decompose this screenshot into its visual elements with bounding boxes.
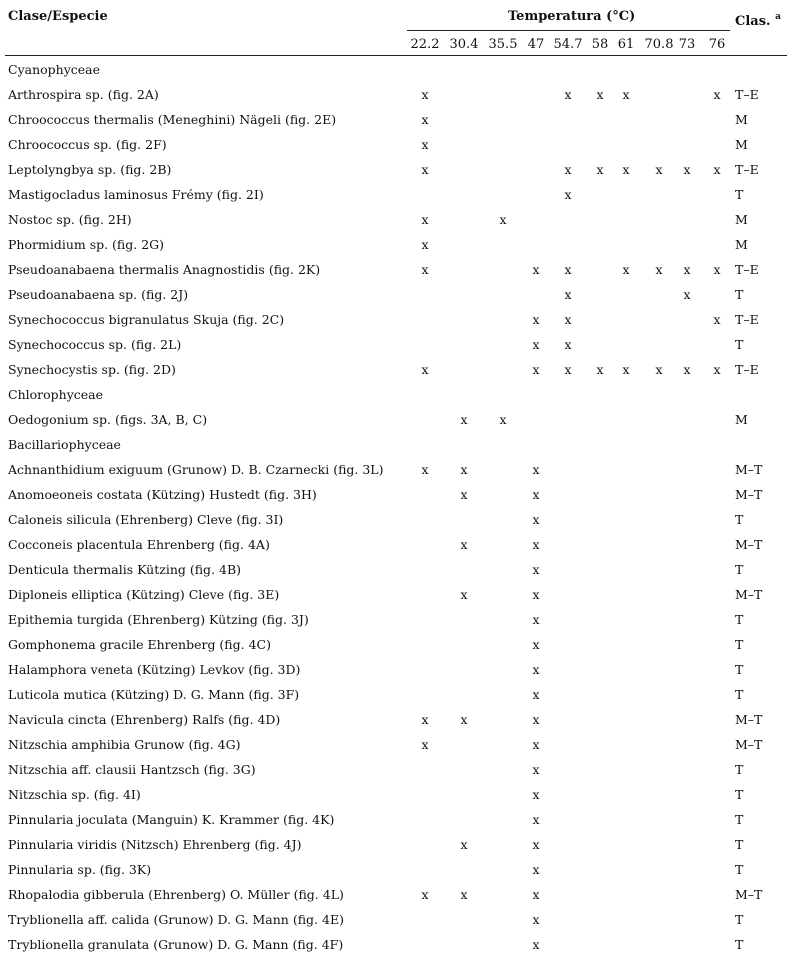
species-name: Oedogonium sp. (figs. 3A, B, C) — [8, 412, 208, 427]
table-row — [0, 307, 792, 332]
table-row — [0, 707, 792, 732]
species-name: Nitzschia sp. (fig. 4I) — [8, 787, 141, 802]
table-row — [0, 132, 792, 157]
table-row — [0, 807, 792, 832]
presence-mark: x — [564, 287, 572, 302]
classification-value: T–E — [735, 312, 759, 327]
table-row — [0, 157, 792, 182]
classification-value: T — [735, 562, 744, 577]
classification-value: M — [735, 212, 748, 227]
presence-mark: x — [532, 812, 540, 827]
presence-mark: x — [564, 87, 572, 102]
presence-mark: x — [421, 87, 429, 102]
presence-mark: x — [460, 887, 468, 902]
table-row — [0, 282, 792, 307]
presence-mark: x — [564, 362, 572, 377]
class-footnote-marker: a — [775, 12, 781, 22]
classification-value: M–T — [735, 887, 763, 902]
classification-value: T — [735, 612, 744, 627]
table-row — [0, 582, 792, 607]
presence-mark: x — [683, 287, 691, 302]
classification-value: M–T — [735, 537, 763, 552]
presence-mark: x — [683, 262, 691, 277]
species-name: Pinnularia sp. (fig. 3K) — [8, 862, 152, 877]
presence-mark: x — [532, 562, 540, 577]
presence-mark: x — [564, 162, 572, 177]
presence-mark: x — [655, 162, 663, 177]
classification-value: T — [735, 837, 744, 852]
presence-mark: x — [564, 262, 572, 277]
species-name: Navicula cincta (Ehrenberg) Ralfs (fig. 4D) — [8, 712, 281, 727]
table-row — [0, 182, 792, 207]
table-row — [0, 232, 792, 257]
table-row — [0, 907, 792, 932]
header-bottom-rule — [5, 55, 787, 56]
table-row — [0, 857, 792, 882]
table-row — [0, 557, 792, 582]
classification-value: M–T — [735, 487, 763, 502]
table-row — [0, 682, 792, 707]
classification-value: M–T — [735, 737, 763, 752]
presence-mark: x — [564, 187, 572, 202]
species-name: Rhopalodia gibberula (Ehrenberg) O. Müller (fig. 4L) — [8, 887, 344, 902]
classification-value: T–E — [735, 87, 759, 102]
classification-value: T–E — [735, 262, 759, 277]
species-name: Synechocystis sp. (fig. 2D) — [8, 362, 176, 377]
classification-value: T — [735, 637, 744, 652]
table-row — [0, 457, 792, 482]
classification-value: T — [735, 912, 744, 927]
presence-mark: x — [460, 412, 468, 427]
presence-mark: x — [421, 737, 429, 752]
temperature-header-35.5: 35.5 — [488, 37, 518, 52]
presence-mark: x — [532, 312, 540, 327]
temperature-header-30.4: 30.4 — [449, 37, 479, 52]
class-column-header — [735, 12, 781, 29]
table-row — [0, 107, 792, 132]
presence-mark: x — [713, 162, 721, 177]
presence-mark: x — [499, 412, 507, 427]
presence-mark: x — [596, 87, 604, 102]
presence-mark: x — [622, 262, 630, 277]
group-row — [0, 432, 792, 457]
temperature-header-58: 58 — [591, 37, 609, 52]
species-name: Leptolyngbya sp. (fig. 2B) — [8, 162, 172, 177]
presence-mark: x — [683, 362, 691, 377]
group-name: Cyanophyceae — [8, 62, 101, 77]
table-row — [0, 632, 792, 657]
species-name: Anomoeoneis costata (Kützing) Hustedt (fig. 3H) — [8, 487, 317, 502]
presence-mark: x — [532, 612, 540, 627]
table-row — [0, 82, 792, 107]
presence-mark: x — [713, 262, 721, 277]
table-row — [0, 832, 792, 857]
classification-value: T — [735, 662, 744, 677]
presence-mark: x — [532, 587, 540, 602]
species-name: Achnanthidium exiguum (Grunow) D. B. Czarnecki (fig. 3L) — [8, 462, 384, 477]
temperature-header-76: 76 — [708, 37, 726, 52]
presence-mark: x — [532, 837, 540, 852]
temperature-header-70.8: 70.8 — [644, 37, 674, 52]
presence-mark: x — [421, 137, 429, 152]
classification-value: T–E — [735, 362, 759, 377]
classification-value: T — [735, 687, 744, 702]
presence-mark: x — [713, 87, 721, 102]
presence-mark: x — [421, 362, 429, 377]
classification-value: M — [735, 112, 748, 127]
table-row — [0, 482, 792, 507]
species-name: Tryblionella granulata (Grunow) D. G. Mann (fig. 4F) — [8, 937, 344, 952]
classification-value: T — [735, 512, 744, 527]
presence-mark: x — [421, 712, 429, 727]
classification-value: T — [735, 762, 744, 777]
classification-value: M — [735, 237, 748, 252]
table-row — [0, 607, 792, 632]
table-row — [0, 532, 792, 557]
temperature-header-rule — [407, 30, 730, 31]
classification-value: T — [735, 937, 744, 952]
presence-mark: x — [622, 362, 630, 377]
group-name: Chlorophyceae — [8, 387, 104, 402]
presence-mark: x — [460, 712, 468, 727]
species-name: Synechococcus sp. (fig. 2L) — [8, 337, 182, 352]
presence-mark: x — [655, 362, 663, 377]
presence-mark: x — [532, 512, 540, 527]
presence-mark: x — [499, 212, 507, 227]
presence-mark: x — [532, 487, 540, 502]
presence-mark: x — [655, 262, 663, 277]
species-name: Nitzschia aff. clausii Hantzsch (fig. 3G) — [8, 762, 256, 777]
classification-value: M — [735, 412, 748, 427]
species-name: Nostoc sp. (fig. 2H) — [8, 212, 132, 227]
species-name: Chroococcus thermalis (Meneghini) Nägeli (fig. 2E) — [8, 112, 337, 127]
classification-value: T–E — [735, 162, 759, 177]
species-name: Denticula thermalis Kützing (fig. 4B) — [8, 562, 242, 577]
species-name: Arthrospira sp. (fig. 2A) — [8, 87, 159, 102]
temperature-group-header: Temperatura (°C) — [508, 9, 636, 24]
classification-value: M–T — [735, 712, 763, 727]
presence-mark: x — [421, 212, 429, 227]
species-name: Luticola mutica (Kützing) D. G. Mann (fig. 3F) — [8, 687, 300, 702]
species-name: Pseudoanabaena sp. (fig. 2J) — [8, 287, 189, 302]
presence-mark: x — [532, 362, 540, 377]
classification-value: M — [735, 137, 748, 152]
presence-mark: x — [713, 312, 721, 327]
presence-mark: x — [421, 462, 429, 477]
classification-value: T — [735, 337, 744, 352]
table-row — [0, 732, 792, 757]
classification-value: T — [735, 812, 744, 827]
table-row — [0, 407, 792, 432]
classification-value: T — [735, 787, 744, 802]
presence-mark: x — [532, 687, 540, 702]
presence-mark: x — [532, 762, 540, 777]
species-name: Pinnularia joculata (Manguin) K. Krammer (fig. 4K) — [8, 812, 335, 827]
presence-mark: x — [532, 637, 540, 652]
species-name: Pseudoanabaena thermalis Anagnostidis (fig. 2K) — [8, 262, 321, 277]
presence-mark: x — [564, 337, 572, 352]
presence-mark: x — [532, 262, 540, 277]
presence-mark: x — [532, 537, 540, 552]
temperature-header-61: 61 — [617, 37, 635, 52]
presence-mark: x — [421, 237, 429, 252]
class-label: Clas. — [735, 14, 771, 29]
presence-mark: x — [532, 912, 540, 927]
presence-mark: x — [421, 112, 429, 127]
species-name: Mastigocladus laminosus Frémy (fig. 2I) — [8, 187, 264, 202]
group-name: Bacillariophyceae — [8, 437, 121, 452]
table-row — [0, 357, 792, 382]
classification-value: T — [735, 187, 744, 202]
presence-mark: x — [596, 362, 604, 377]
species-name: Gomphonema gracile Ehrenberg (fig. 4C) — [8, 637, 271, 652]
species-name: Halamphora veneta (Kützing) Levkov (fig. 3D) — [8, 662, 301, 677]
presence-mark: x — [713, 362, 721, 377]
table-row — [0, 882, 792, 907]
temperature-header-22.2: 22.2 — [410, 37, 440, 52]
presence-mark: x — [564, 312, 572, 327]
presence-mark: x — [532, 887, 540, 902]
temperature-header-54.7: 54.7 — [553, 37, 583, 52]
presence-mark: x — [460, 837, 468, 852]
group-row — [0, 57, 792, 82]
presence-mark: x — [460, 587, 468, 602]
presence-mark: x — [421, 262, 429, 277]
presence-mark: x — [421, 887, 429, 902]
presence-mark: x — [596, 162, 604, 177]
species-name: Epithemia turgida (Ehrenberg) Kützing (fig. 3J) — [8, 612, 309, 627]
temperature-header-73: 73 — [678, 37, 696, 52]
presence-mark: x — [622, 87, 630, 102]
presence-mark: x — [460, 537, 468, 552]
presence-mark: x — [421, 162, 429, 177]
species-column-header: Clase/Especie — [8, 9, 108, 24]
species-name: Synechococcus bigranulatus Skuja (fig. 2C) — [8, 312, 285, 327]
table-row — [0, 782, 792, 807]
classification-value: M–T — [735, 587, 763, 602]
group-row — [0, 382, 792, 407]
temperature-header-47: 47 — [527, 37, 545, 52]
table-row — [0, 207, 792, 232]
table-row — [0, 757, 792, 782]
species-name: Diploneis elliptica (Kützing) Cleve (fig. 3E) — [8, 587, 280, 602]
species-name: Cocconeis placentula Ehrenberg (fig. 4A) — [8, 537, 270, 552]
presence-mark: x — [532, 937, 540, 952]
presence-mark: x — [460, 487, 468, 502]
presence-mark: x — [532, 662, 540, 677]
classification-value: T — [735, 287, 744, 302]
presence-mark: x — [532, 862, 540, 877]
presence-mark: x — [532, 712, 540, 727]
table-row — [0, 507, 792, 532]
presence-mark: x — [622, 162, 630, 177]
table-row — [0, 932, 792, 957]
table-row — [0, 332, 792, 357]
presence-mark: x — [532, 737, 540, 752]
classification-value: T — [735, 862, 744, 877]
species-name: Phormidium sp. (fig. 2G) — [8, 237, 165, 252]
table-row — [0, 257, 792, 282]
species-name: Chroococcus sp. (fig. 2F) — [8, 137, 167, 152]
classification-value: M–T — [735, 462, 763, 477]
presence-mark: x — [460, 462, 468, 477]
presence-mark: x — [532, 787, 540, 802]
species-name: Pinnularia viridis (Nitzsch) Ehrenberg (fig. 4J) — [8, 837, 302, 852]
table-row — [0, 657, 792, 682]
presence-mark: x — [532, 462, 540, 477]
species-name: Tryblionella aff. calida (Grunow) D. G. Mann (fig. 4E) — [8, 912, 344, 927]
species-name: Nitzschia amphibia Grunow (fig. 4G) — [8, 737, 241, 752]
presence-mark: x — [532, 337, 540, 352]
species-name: Caloneis silicula (Ehrenberg) Cleve (fig. 3I) — [8, 512, 284, 527]
presence-mark: x — [683, 162, 691, 177]
